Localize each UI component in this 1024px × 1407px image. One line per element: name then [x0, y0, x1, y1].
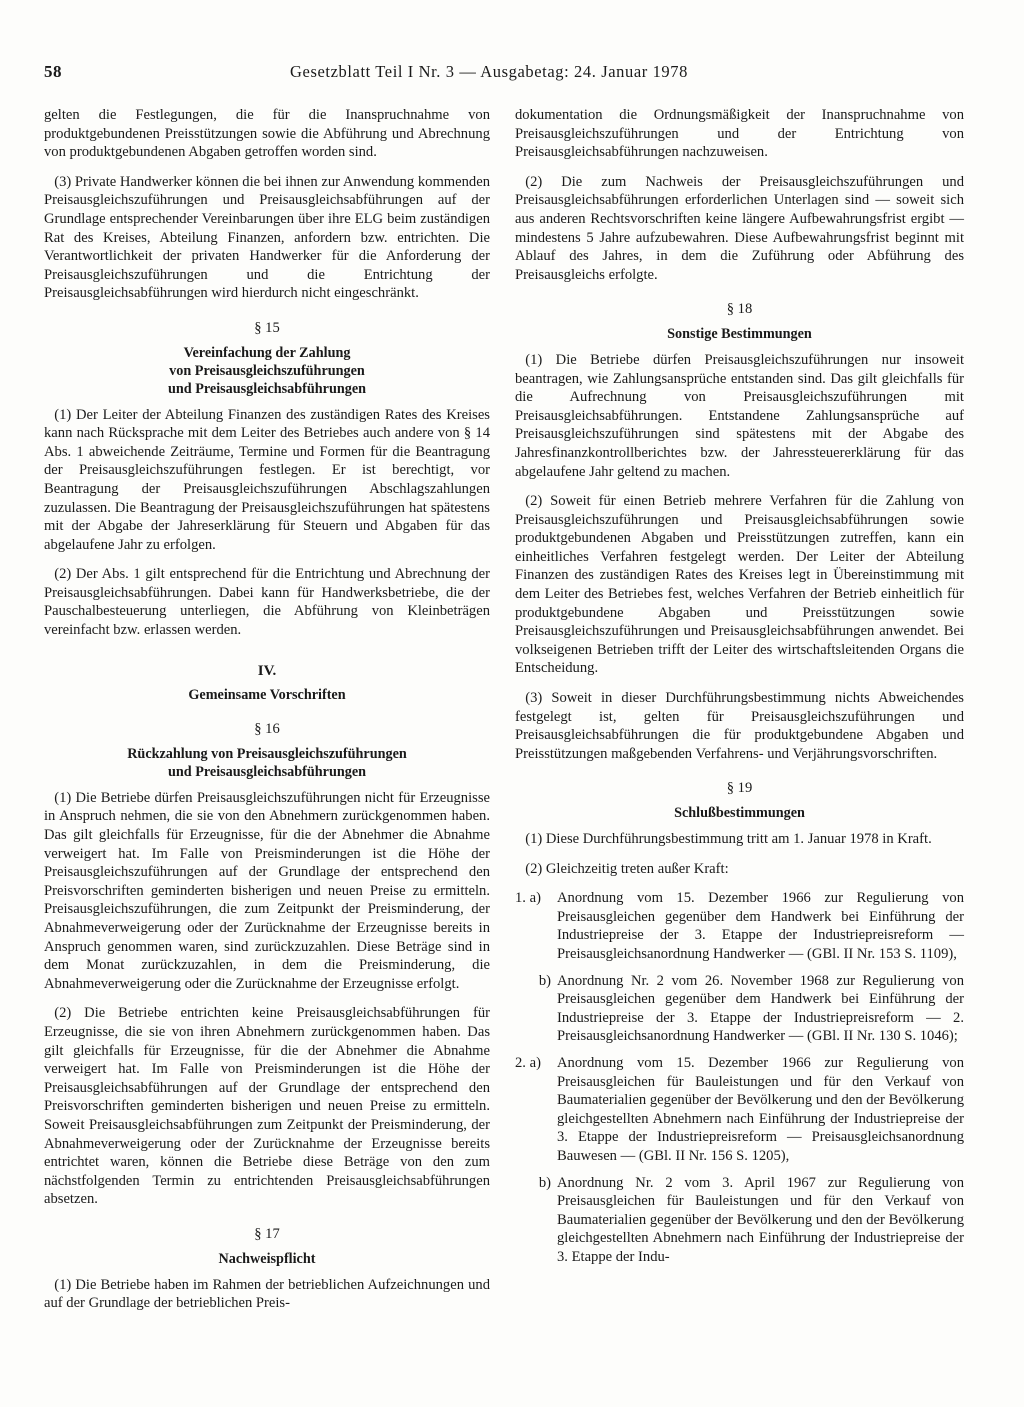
- heading-line: und Preisausgleichsabführungen: [167, 380, 367, 397]
- paragraph: (1) Die Betriebe dürfen Preisausgleichszuführungen nur insoweit beantragen, wie Zahlungsansprüche entstanden sind. Das gilt gleichfalls für die Aufrechnung von Preisausgleichszuführungen mit Preisausgleichsabführungen. Entstandene Zahlungsansprüche auf Preisausgleichszuführungen sind spätestens mit der Abgabe des Jahresfinanzkontrollberichtes bzw. der Jahressteuererklärung für das abgelaufene Jahr geltend zu machen.: [515, 351, 964, 480]
- section-number: § 15: [254, 319, 280, 336]
- chapter-title: Gemeinsame Vorschriften: [188, 687, 346, 704]
- list-text: Anordnung vom 15. Dezember 1966 zur Regulierung von Preisausgleichen für Bauleistungen und für den Verkauf von Baumaterialien gegenüber der Bevölkerung und den der Bevölkerung gleichgestellten Abnehmern nach Einführung der Industriepreise der 3. Etappe der Industriepreisreform — Preisausgleichsanordnung Bauwesen — (GBl. II Nr. 156 S. 1205),: [557, 1054, 964, 1164]
- section-heading: Schlußbestimmungen: [674, 805, 805, 821]
- heading-line: Vereinfachung der Zahlung: [183, 344, 351, 361]
- section-number: § 17: [254, 1225, 280, 1242]
- page-number: 58: [44, 62, 62, 81]
- section-number: § 18: [726, 301, 753, 318]
- right-column: [515, 106, 964, 1274]
- list-marker: 2. a): [515, 1054, 541, 1071]
- paragraph: (2) Gleichzeitig treten außer Kraft:: [525, 860, 729, 877]
- list-marker: b): [538, 1174, 551, 1191]
- paragraph: gelten die Festlegungen, die für die Inanspruchnahme von produktgebundenen Preisstützungen sowie die Abführung und Abrechnung von produktgebundenen Abgaben getroffen worden sind.: [44, 107, 490, 161]
- chapter-number: IV.: [257, 662, 277, 679]
- section-number: § 19: [726, 780, 753, 797]
- heading-line: Rückzahlung von Preisausgleichszuführungen: [127, 745, 407, 762]
- section-number: § 16: [254, 721, 280, 738]
- list-marker: 1. a): [515, 890, 541, 907]
- paragraph: (1) Die Betriebe dürfen Preisausgleichszuführungen nicht für Erzeugnisse in Anspruch nehmen, die sie von den Abnehmern zurückgenommen haben. Das gilt gleichfalls für Erzeugnisse, für die der Abnehmer die Abnahme verweigert hat. Im Falle von Preisminderungen ist die Höhe der Preisausgleichszuführungen auf der Grundlage der entsprechend den Preisvorschriften geminderten bisherigen und neuen Preise zu ermitteln. Preisausgleichszuführungen, die zum Zeitpunkt der Preisminderung, der Abnahmeverweigerung oder der Zurücknahme der Erzeugnisse bereits in Anspruch genommen waren, sind zurückzuzahlen. Diese Beträge sind in dem Monat zurückzuzahlen, in dem die Preisminderung, die Abnahmeverweigerung oder die Zurücknahme der Erzeugnisse erfolgt.: [44, 789, 490, 992]
- list-text: Anordnung Nr. 2 vom 26. November 1968 zur Regulierung von Preisausgleichen gegenüber dem Handwerk bei Einführung der Industriepreise der 3. Etappe der Industriepreisreform — 2. Preisausgleichsanordnung Handwerker — (GBl. II Nr. 130 S. 1046);: [557, 972, 964, 1045]
- section-heading: [44, 745, 490, 781]
- heading-line: und Preisausgleichsabführungen: [167, 763, 367, 780]
- paragraph: (2) Soweit für einen Betrieb mehrere Verfahren für die Zahlung von Preisausgleichszuführungen und Preisausgleichsabführungen sowie produktgebundenen Abgaben und Preisstützungen zutreffen, kann ein einheitliches Verfahren festgelegt werden. Der Leiter der Abteilung Finanzen des zuständigen Rates des Kreises legt in Übereinstimmung mit dem Leiter des Betriebes fest, welches Verfahren der Betrieb einheitlich für produktgebundene Abgaben und Preisstützungen sowie Preisausgleichszuführungen und Preisausgleichsabführungen anwendet. Bei volkseigenen Betrieben trifft der Leiter des wirtschaftsleitenden Organs die Entscheidung.: [515, 493, 964, 677]
- left-column: [44, 106, 490, 1324]
- list-text: Anordnung vom 15. Dezember 1966 zur Regulierung von Preisausgleichen gegenüber dem Handwerk bei Einführung der Industriepreise der 3. Etappe der Industriepreisreform — Preisausgleichsanordnung Handwerker — (GBl. II Nr. 153 S. 1109),: [557, 890, 964, 962]
- paragraph: (2) Die Betriebe entrichten keine Preisausgleichsabführungen für Erzeugnisse, die sie von ihren Abnehmern zurückgenommen haben. Das gilt gleichfalls für Erzeugnisse, für die der Abnehmer die Abnahme verweigert hat. Im Falle von Preisminderungen ist die Höhe der Preisausgleichsabführungen auf der Grundlage der entsprechend den Preisvorschriften geminderten bisherigen und neuen Preise zu ermitteln. Soweit Preisausgleichsabführungen zum Zeitpunkt der Preisminderung, der Abnahmeverweigerung oder der Zurücknahme der Erzeugnisse bereits entrichtet waren, können die Betriebe diese Beträge von den zum nächstfolgenden Termin zu entrichtenden Preisausgleichsabführungen absetzen.: [44, 1005, 490, 1208]
- list-item: [515, 1174, 964, 1267]
- paragraph: (1) Diese Durchführungsbestimmung tritt am 1. Januar 1978 in Kraft.: [525, 831, 932, 847]
- list-item: [515, 889, 964, 963]
- paragraph: (1) Der Leiter der Abteilung Finanzen des zuständigen Rates des Kreises kann nach Rücksprache mit dem Leiter des Betriebes auch andere von § 14 Abs. 1 abweichende Zeiträume, Termine und Formen für die Beantragung der Preisausgleichszuführungen festlegen. Er ist berechtigt, vor Beantragung der Preisausgleichszuführungen Abschlagszahlungen zuzulassen. Die Beantragung der Preisausgleichszuführungen hat spätestens mit der Abgabe der Jahreserklärung für Steuern und Abgaben für das abgelaufene Jahr zu erfolgen.: [44, 406, 490, 553]
- section-heading: Nachweispflicht: [218, 1250, 316, 1267]
- section-heading: [44, 344, 490, 398]
- list-item: [515, 1054, 964, 1166]
- list-item: [515, 972, 964, 1046]
- running-head: Gesetzblatt Teil I Nr. 3 — Ausgabetag: 24. Januar 1978: [290, 62, 688, 81]
- paragraph: (3) Private Handwerker können die bei ihnen zur Anwendung kommenden Preisausgleichszuführungen und Preisausgleichsabführungen auf der Grundlage entsprechender Vereinbarungen über ihre ELG beim zuständigen Rat des Kreises, Abteilung Finanzen, anfordern bzw. entrichten. Die Verantwortlichkeit der privaten Handwerker für die Anforderung der Preisausgleichszuführungen und die Entrichtung der Preisausgleichsabführungen wird hierdurch nicht eingeschränkt.: [44, 173, 490, 302]
- list-text: Anordnung Nr. 2 vom 3. April 1967 zur Regulierung von Preisausgleichen für Bauleistungen und für den Verkauf von Baumaterialien gegenüber der Bevölkerung und den der Bevölkerung gleichgestellten Abnehmern nach Einführung der Industriepreise der 3. Etappe der Indu-: [557, 1174, 964, 1265]
- paragraph: (2) Der Abs. 1 gilt entsprechend für die Entrichtung und Abrechnung der Preisausgleichsabführungen. Dabei kann für Handwerksbetriebe, die der Pauschalbesteuerung unterliegen, die Abführung von Kleinbeträgen vereinfacht bzw. erlassen werden.: [44, 566, 490, 639]
- section-heading: Sonstige Bestimmungen: [667, 325, 812, 342]
- paragraph: (2) Die zum Nachweis der Preisausgleichszuführungen und Preisausgleichsabführungen erforderlichen Unterlagen sind — soweit sich aus anderen Rechtsvorschriften keine längere Aufbewahrungsfrist ergibt — mindestens 5 Jahre aufzubewahren. Diese Aufbewahrungsfrist beginnt mit Ablauf des Jahres, in dem die Zuführung oder Abführung des Preisausgleichs erfolgte.: [515, 173, 964, 283]
- paragraph: dokumentation die Ordnungsmäßigkeit der Inanspruchnahme von Preisausgleichszuführungen und der Entrichtung von Preisausgleichsabführungen nachzuweisen.: [515, 107, 964, 161]
- heading-line: von Preisausgleichszuführungen: [169, 362, 365, 379]
- paragraph: (3) Soweit in dieser Durchführungsbestimmung nichts Abweichendes festgelegt ist, gelten für Preisausgleichszuführungen und Preisausgleichsabführungen die für produktgebundene Abgaben und Preisstützungen maßgebenden Verfahrens- und Verjährungsvorschriften.: [515, 690, 964, 762]
- paragraph: (1) Die Betriebe haben im Rahmen der betrieblichen Aufzeichnungen und auf der Grundlage der betrieblichen Preis-: [44, 1276, 490, 1312]
- list-marker: b): [538, 972, 551, 989]
